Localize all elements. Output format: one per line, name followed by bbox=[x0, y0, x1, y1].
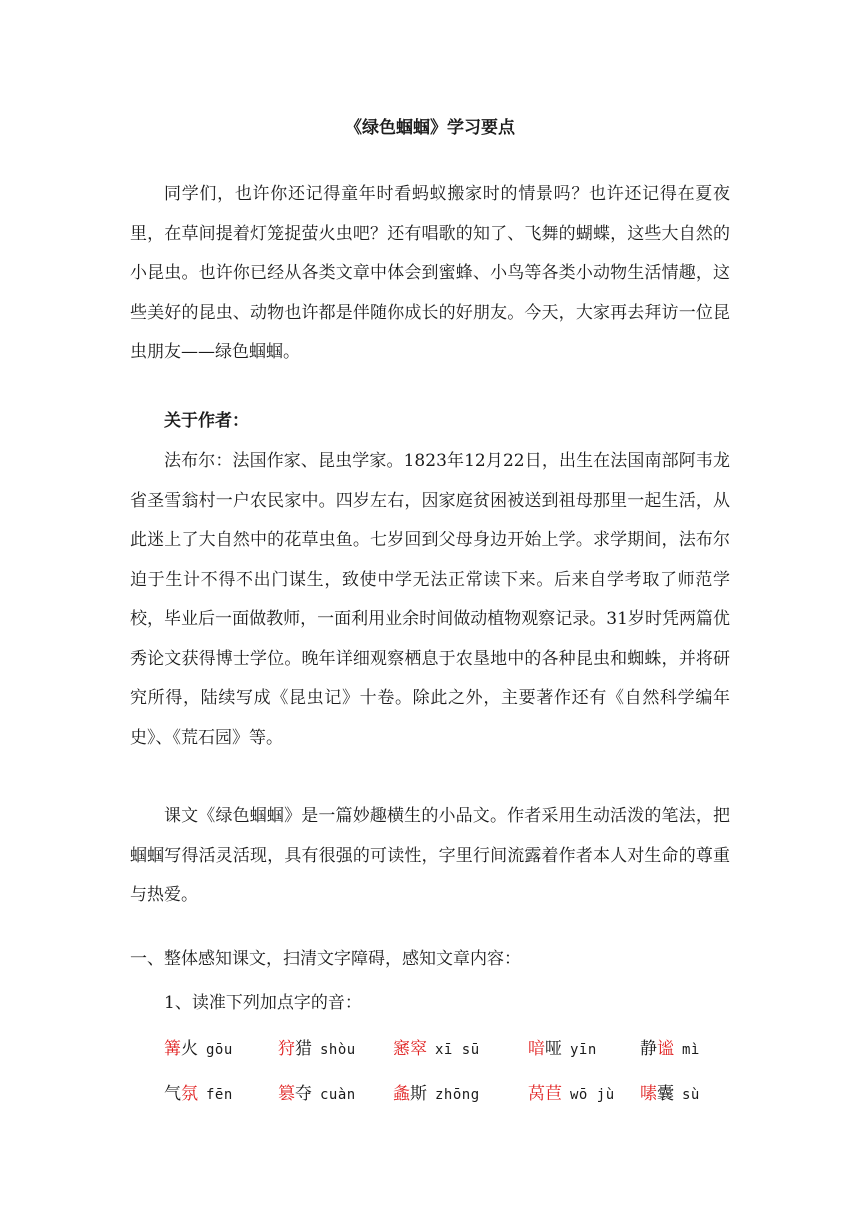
vocab-item: 气氛 fēn bbox=[164, 1084, 233, 1104]
intro-paragraph: 同学们，也许你还记得童年时看蚂蚁搬家时的情景吗？也许还记得在夏夜里，在草间提着灯笼捉萤火虫吧？还有唱歌的知了、飞舞的蝴蝶，这些大自然的小昆虫。也许你已经从各类文章中体会到蜜蜂、小鸟等各类小动物生活情趣，这些美好的昆虫、动物也许都是伴随你成长的好朋友。今天，大家再去拜访一位昆虫朋友——绿色蝈蝈。 bbox=[130, 184, 730, 362]
vocab-row-2 bbox=[164, 1081, 744, 1107]
vocab-item: 嗉囊 sù bbox=[640, 1084, 700, 1104]
vocab-item: 篝火 gōu bbox=[164, 1039, 233, 1059]
author-bio-paragraph: 法布尔：法国作家、昆虫学家。1823年12月22日，出生在法国南部阿韦龙省圣雪翁村一户农民家中。四岁左右，因家庭贫困被送到祖母那里一起生活，从此迷上了大自然中的花草虫鱼。七岁回到父母身边开始上学。求学期间，法布尔迫于生计不得不出门谋生，致使中学无法正常读下来。后来自学考取了师范学校，毕业后一面做教师，一面利用业余时间做动植物观察记录。31岁时凭两篇优秀论文获得博士学位。晚年详细观察栖息于农垦地中的各种昆虫和蜘蛛，并将研究所得，陆续写成《昆虫记》十卷。除此之外，主要著作还有《自然科学编年史》、《荒石园》等。 bbox=[130, 451, 730, 748]
text-summary-paragraph: 课文《绿色蝈蝈》是一篇妙趣横生的小品文。作者采用生动活泼的笔法，把蝈蝈写得活灵活现，具有很强的可读性，字里行间流露着作者本人对生命的尊重与热爱。 bbox=[130, 806, 730, 905]
vocab-row-1 bbox=[164, 1036, 744, 1062]
vocab-item: 窸窣 xī sū bbox=[393, 1039, 480, 1059]
vocab-item: 篡夺 cuàn bbox=[278, 1084, 356, 1104]
vocab-item: 螽斯 zhōng bbox=[393, 1084, 480, 1104]
about-author-heading: 关于作者： bbox=[164, 411, 249, 431]
vocab-item: 静谧 mì bbox=[640, 1039, 700, 1059]
vocab-item: 狩猎 shòu bbox=[278, 1039, 356, 1059]
document-title: 《绿色蝈蝈》学习要点 bbox=[345, 118, 515, 138]
vocab-item: 喑哑 yīn bbox=[528, 1039, 597, 1059]
section-heading-1: 一、整体感知课文，扫清文字障碍，感知文章内容： bbox=[130, 949, 521, 969]
item-heading-1: 1、读准下列加点字的音： bbox=[164, 993, 362, 1013]
vocab-item: 莴苣 wō jù bbox=[528, 1084, 615, 1104]
